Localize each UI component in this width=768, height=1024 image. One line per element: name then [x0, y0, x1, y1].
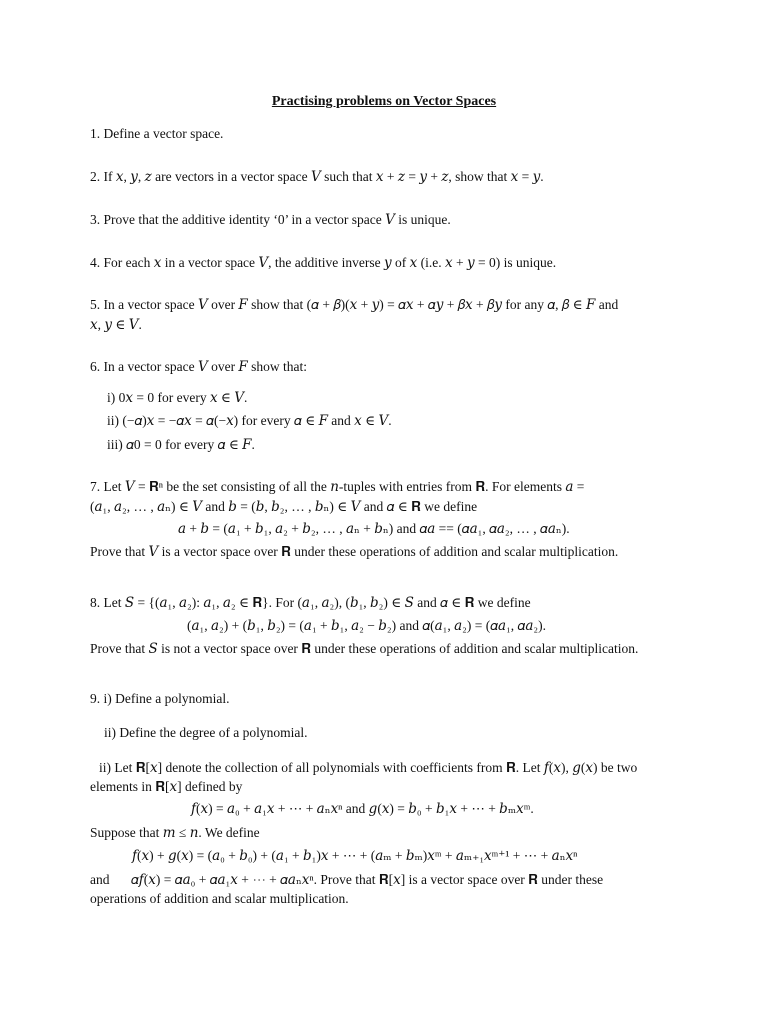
- problem-9-part-ii: ii) Define the degree of a polynomial.: [104, 725, 308, 740]
- problem-7-line-1: 7. Let 𝑉 = 𝐑ⁿ be the set consisting of all the 𝑛-tuples with entries from 𝐑. For elements 𝑎 =: [90, 479, 585, 494]
- problem-7-line-2: (𝑎₁, 𝑎₂, … , 𝑎ₙ) ∈ 𝑉 and 𝑏 = (𝑏, 𝑏₂, … , 𝑏ₙ) ∈ 𝑉 and 𝛼 ∈ 𝐑 we define: [90, 499, 478, 514]
- problem-9-part-iii-line-1: ii) Let 𝐑[𝑥] denote the collection of all polynomials with coefficients from 𝐑. Let 𝑓(𝑥), 𝑔(𝑥) be two: [99, 760, 638, 775]
- problem-9-part-i: 9. i) Define a polynomial.: [90, 691, 230, 706]
- problem-4: 4. For each 𝑥 in a vector space 𝑉, the additive inverse 𝑦 of 𝑥 (i.e. 𝑥 + 𝑦 = 0) is unique.: [90, 255, 557, 270]
- problem-6-part-ii: ii) (−𝛼)𝑥 = −𝛼𝑥 = 𝛼(−𝑥) for every 𝛼 ∈ 𝐹 and 𝑥 ∈ 𝑉.: [107, 413, 392, 428]
- problem-9-equation-2: 𝑓(𝑥) + 𝑔(𝑥) = (𝑎₀ + 𝑏₀) + (𝑎₁ + 𝑏₁)𝑥 + ⋯ + (𝑎ₘ + 𝑏ₘ)𝑥ᵐ + 𝑎ₘ₊₁𝑥ᵐ⁺¹ + ⋯ + 𝑎ₙ𝑥ⁿ: [132, 848, 578, 863]
- problem-9-and-label: and: [90, 872, 110, 887]
- problem-9-part-iii-line-3: Suppose that 𝑚 ≤ 𝑛. We define: [90, 825, 260, 840]
- problem-6-intro: 6. In a vector space 𝑉 over 𝐹 show that:: [90, 359, 308, 374]
- problem-8-line-2: Prove that 𝑆 is not a vector space over 𝐑 under these operations of addition and scalar multiplication.: [90, 641, 639, 656]
- problem-9-part-iii-line-4: operations of addition and scalar multiplication.: [90, 891, 349, 906]
- problem-8-line-1: 8. Let 𝑆 = {(𝑎₁, 𝑎₂): 𝑎₁, 𝑎₂ ∈ 𝐑}. For (𝑎₁, 𝑎₂), (𝑏₁, 𝑏₂) ∈ 𝑆 and 𝛼 ∈ 𝐑 we define: [90, 595, 531, 610]
- problem-2: 2. If 𝑥, 𝑦, 𝑧 are vectors in a vector space 𝑉 such that 𝑥 + 𝑧 = 𝑦 + 𝑧, show that 𝑥 = 𝑦.: [90, 169, 544, 184]
- problem-9-equation-1: 𝑓(𝑥) = 𝑎₀ + 𝑎₁𝑥 + ⋯ + 𝑎ₙ𝑥ⁿ and 𝑔(𝑥) = 𝑏₀ + 𝑏₁𝑥 + ⋯ + 𝑏ₘ𝑥ᵐ.: [191, 801, 534, 816]
- problem-8-equation: (𝑎₁, 𝑎₂) + (𝑏₁, 𝑏₂) = (𝑎₁ + 𝑏₁, 𝑎₂ − 𝑏₂) and 𝛼(𝑎₁, 𝑎₂) = (𝛼𝑎₁, 𝛼𝑎₂).: [187, 618, 546, 633]
- problem-3: 3. Prove that the additive identity ‘0’ in a vector space 𝑉 is unique.: [90, 212, 451, 227]
- problem-5-line-1: 5. In a vector space 𝑉 over 𝐹 show that (𝛼 + 𝛽)(𝑥 + 𝑦) = 𝛼𝑥 + 𝛼𝑦 + 𝛽𝑥 + 𝛽𝑦 for any 𝛼, 𝛽 ∈ 𝐹 and: [90, 297, 619, 312]
- problem-6-part-iii: iii) 𝛼0 = 0 for every 𝛼 ∈ 𝐹.: [107, 437, 255, 452]
- problem-5-line-2: 𝑥, 𝑦 ∈ 𝑉.: [90, 317, 142, 332]
- page-title: Practising problems on Vector Spaces: [271, 94, 497, 109]
- problem-1: 1. Define a vector space.: [90, 126, 224, 141]
- problem-7-equation: 𝑎 + 𝑏 = (𝑎₁ + 𝑏₁, 𝑎₂ + 𝑏₂, … , 𝑎ₙ + 𝑏ₙ) and 𝛼𝑎 == (𝛼𝑎₁, 𝛼𝑎₂, … , 𝛼𝑎ₙ).: [178, 521, 570, 536]
- problem-9-equation-3: 𝛼𝑓(𝑥) = 𝛼𝑎₀ + 𝛼𝑎₁𝑥 + ⋯ + 𝛼𝑎ₙ𝑥ⁿ. Prove that 𝐑[𝑥] is a vector space over 𝐑 under these: [131, 872, 604, 887]
- problem-6-part-i: i) 0𝑥 = 0 for every 𝑥 ∈ 𝑉.: [107, 390, 248, 405]
- problem-9-part-iii-line-2: elements in 𝐑[𝑥] defined by: [90, 779, 243, 794]
- problem-7-line-3: Prove that 𝑉 is a vector space over 𝐑 under these operations of addition and scalar multiplication.: [90, 544, 619, 559]
